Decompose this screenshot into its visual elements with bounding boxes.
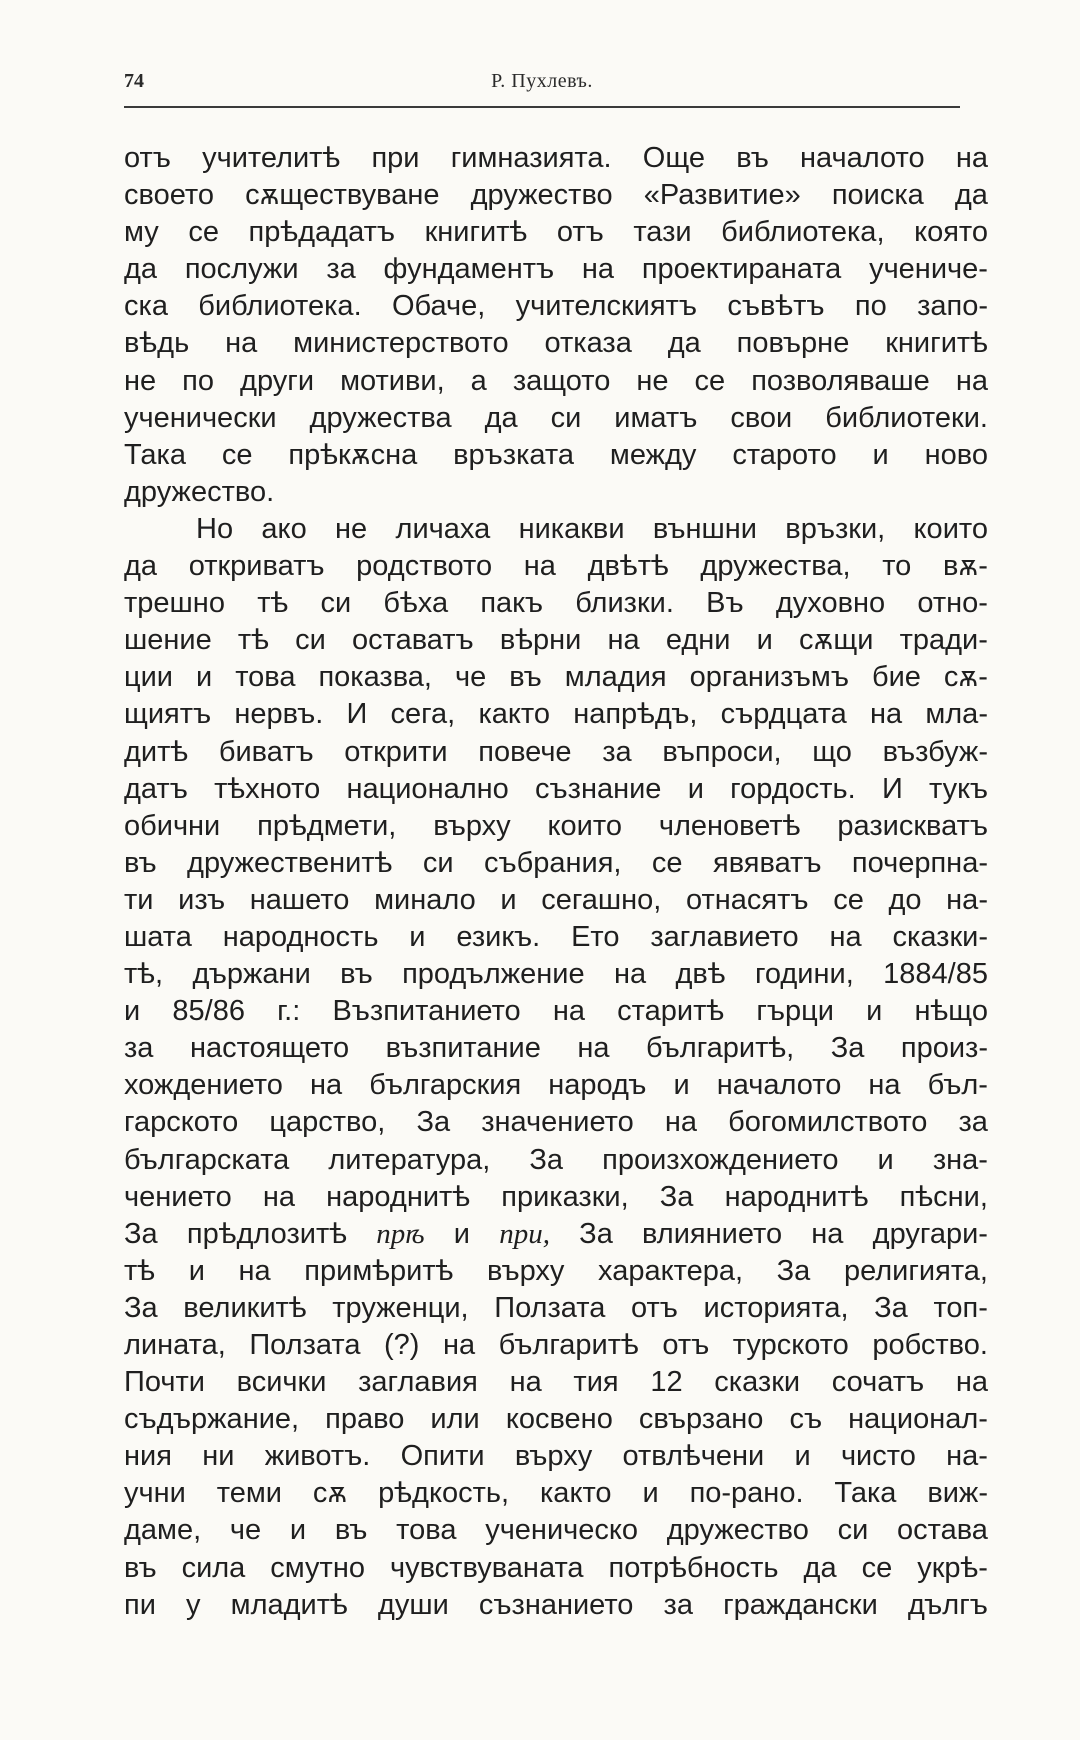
text-line: и 85/86 г.: Възпитанието на старитѣ гърци и нѣщо [124, 995, 988, 1028]
text-line: ска библиотека. Обаче, учителскиятъ съвѣтъ по запо- [124, 290, 988, 323]
text-line: щиятъ нервъ. И сега, както напрѣдъ, сърдцата на мла- [124, 698, 988, 731]
text-line: хождението на българския народъ и началото на бъл- [124, 1069, 988, 1102]
text-line: своето сѫществуване дружество «Развитие» поиска да [124, 179, 988, 212]
text-line: трешно тѣ си бѣха пакъ близки. Въ духовно отно- [124, 587, 988, 620]
text-line: тѣ, държани въ продължение на двѣ години, 1884/85 [124, 958, 988, 991]
text-line: чението на народнитѣ приказки, За народнитѣ пѣсни, [124, 1180, 988, 1213]
text-line: дружество. [124, 475, 275, 508]
text-line: обични прѣдмети, върху които членоветѣ разискватъ [124, 809, 988, 842]
text-line: въ сила смутно чувствуваната потрѣбность да се укрѣ- [124, 1551, 988, 1584]
text-line: съдържание, право или косвено свързано съ национал- [124, 1403, 988, 1436]
text-line: лината, Ползата (?) на българитѣ отъ турското робство. [124, 1329, 988, 1361]
text-line: Така се прѣкѫсна връзката между старото и ново [124, 438, 988, 471]
text-line: Почти всички заглавия на тия 12 сказки сочатъ на [124, 1366, 988, 1399]
running-title: Р. Пухлевъ. [491, 70, 593, 92]
text-line: тѣ и на примѣритѣ върху характера, За религията, [124, 1254, 988, 1287]
text-line: ученически дружества да си иматъ свои библиотеки. [124, 401, 988, 434]
text-line: ти изъ нашето минало и сегашно, отнасятъ се до на- [124, 883, 988, 916]
text-line: за настоящето възпитание на българитѣ, За произ- [124, 1032, 988, 1065]
text-line: даме, че и въ това ученическо дружество си остава [124, 1514, 988, 1547]
text-line: да послужи за фундаментъ на проектираната учениче- [124, 253, 988, 286]
text-line: ции и това показва, че въ младия организъмъ бие сѫ- [124, 661, 988, 694]
text-line: българската литература, За произхождението и зна- [124, 1143, 988, 1176]
running-head [124, 62, 960, 102]
text-line: пи у младитѣ души съзнанието за граждански дългъ [124, 1588, 988, 1621]
text-line: отъ учителитѣ при гимназията. Още въ началото на [124, 142, 988, 174]
text-line: дитѣ биватъ открити повече за въпроси, що възбуж- [124, 735, 988, 768]
text-line: гарското царство, За значението на богомилството за [124, 1106, 988, 1139]
text-line: За великитѣ труженци, Ползата отъ историята, За топ- [124, 1291, 988, 1324]
text-line: датъ тѣхното национално съзнание и гордость. И тукъ [124, 772, 988, 805]
text-line: ния ни животъ. Опити върху отвлѣчени и чисто на- [124, 1440, 988, 1473]
text-line: шата народность и езикъ. Ето заглавието на сказки- [124, 920, 988, 953]
text-line: Но ако не личаха никакви външни връзки, които [196, 512, 988, 545]
text-line: шение тѣ си оставатъ вѣрни на едни и сѫщи тради- [124, 624, 988, 657]
text-line: За прѣдлозитѣ прѣ и при, За влиянието на другари- [124, 1217, 988, 1250]
text-line: въ дружественитѣ си събрания, се явяватъ почерпна- [124, 846, 988, 879]
text-line: да откриватъ родството на двѣтѣ дружества, то вѫ- [124, 550, 988, 583]
text-line: учни теми сѫ рѣдкость, както и по-рано. Така виж- [124, 1477, 988, 1510]
body-text [124, 140, 988, 1624]
text-line: не по други мотиви, а защото не се позволяваше на [124, 364, 988, 397]
text-line: вѣдь на министерството отказа да повърне книгитѣ [124, 327, 988, 360]
header-rule [124, 106, 960, 108]
page-number: 74 [124, 70, 144, 92]
text-line: му се прѣдадатъ книгитѣ отъ тази библиотека, която [124, 216, 988, 249]
